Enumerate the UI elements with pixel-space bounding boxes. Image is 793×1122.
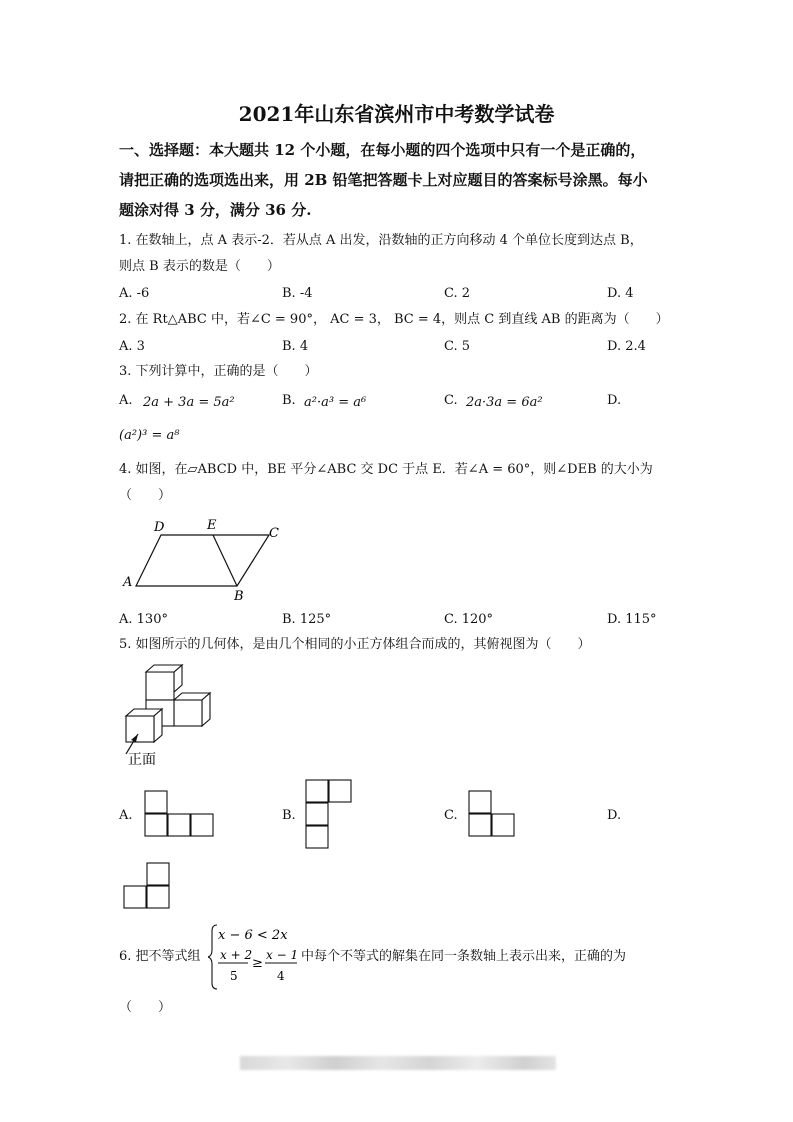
q4-option-c: C. 120° xyxy=(444,612,494,627)
q5-option-a: A. xyxy=(119,808,133,823)
q1-option-c: C. 2 xyxy=(444,286,471,301)
section-line-3: 题涂对得 3 分，满分 36 分. xyxy=(119,201,312,219)
q5-option-d-figure xyxy=(123,862,173,912)
section-line-1: 一、选择题：本大题共 12 个小题，在每小题的四个选项中只有一个是正确的， xyxy=(119,141,646,159)
q1-line-1: 1. 在数轴上，点 A 表示-2．若从点 A 出发，沿数轴的正方向移动 4 个单位长度到达点 B， xyxy=(119,233,643,248)
q3-expr-d: (a²)³ = a⁸ xyxy=(119,428,180,443)
q5-option-b: B. xyxy=(282,808,296,823)
q3-option-b: B. xyxy=(282,393,296,408)
q4-line-2: （ ） xyxy=(119,488,172,503)
q4-option-b: B. 125° xyxy=(282,612,332,627)
q2-option-b: B. 4 xyxy=(282,339,309,354)
q2-line-1: 2. 在 Rt△ABC 中，若∠C = 90°， AC = 3， BC = 4，则点 C 到直线 AB 的距离为（ ） xyxy=(119,312,669,327)
q6-frac1-denominator: 5 xyxy=(230,969,238,983)
q1-option-b: B. -4 xyxy=(282,286,313,301)
q2-option-c: C. 5 xyxy=(444,339,471,354)
section-line-2: 请把正确的选项选出来，用 2B 铅笔把答题卡上对应题目的答案标号涂黑。每小 xyxy=(119,171,648,189)
q3-option-c: C. xyxy=(444,393,458,408)
q5-option-a-figure xyxy=(144,790,216,840)
q6-frac1-numerator: x + 2 xyxy=(220,948,253,962)
q3-line-1: 3. 下列计算中，正确的是（ ） xyxy=(119,364,318,379)
q5-option-b-figure xyxy=(305,779,355,851)
q3-expr-c: 2a·3a = 6a² xyxy=(466,395,543,410)
q1-line-2: 则点 B 表示的数是（ ） xyxy=(119,259,280,274)
cube-top-front xyxy=(146,672,174,700)
q5-option-d: D. xyxy=(607,808,622,823)
q1-option-d: D. 4 xyxy=(607,286,634,301)
q5-option-c: C. xyxy=(444,808,458,823)
front-label: 正面 xyxy=(128,752,156,768)
inequality-system xyxy=(208,922,302,992)
segment-be xyxy=(213,535,237,586)
q4-line-1: 4. 如图，在▱ABCD 中，BE 平分∠ABC 交 DC 于点 E．若∠A = 60°，则∠DEB 的大小为 xyxy=(119,462,653,477)
cube-right-front xyxy=(174,700,202,726)
parallelogram-figure xyxy=(118,512,288,604)
q2-option-d: D. 2.4 xyxy=(607,339,646,354)
q6-suffix: 中每个不等式的解集在同一条数轴上表示出来，正确的为 xyxy=(301,949,627,964)
q6-inequality-1: x − 6 < 2x xyxy=(218,928,288,943)
section-heading xyxy=(119,135,679,225)
q6-geq-sign: ≥ xyxy=(252,956,263,971)
page-title: 2021年山东省滨州市中考数学试卷 xyxy=(238,102,555,126)
cube-solid-figure xyxy=(118,664,218,770)
label-c: C xyxy=(269,526,279,541)
q3-expr-a: 2a + 3a = 5a² xyxy=(143,395,235,410)
parallelogram-abcd xyxy=(136,535,269,586)
q3-option-a: A. xyxy=(119,393,133,408)
label-b: B xyxy=(234,589,244,604)
q4-option-d: D. 115° xyxy=(607,612,657,627)
label-e: E xyxy=(207,518,217,533)
q6-frac2-numerator: x − 1 xyxy=(266,948,299,962)
q2-option-a: A. 3 xyxy=(119,339,145,354)
q6-prefix: 6. 把不等式组 xyxy=(119,949,201,964)
q3-expr-b: a²·a³ = a⁶ xyxy=(304,395,367,410)
label-d: D xyxy=(154,520,165,535)
cube-front-front xyxy=(126,716,154,742)
blurred-watermark xyxy=(240,1056,556,1070)
q6-frac2-denominator: 4 xyxy=(277,969,285,983)
q5-option-c-figure xyxy=(468,790,518,840)
q4-option-a: A. 130° xyxy=(119,612,168,627)
q6-line-2: （ ） xyxy=(119,1000,172,1015)
q5-line-1: 5. 如图所示的几何体，是由几个相同的小正方体组合而成的，其俯视图为（ ） xyxy=(119,637,591,652)
label-a: A xyxy=(123,575,133,590)
left-brace xyxy=(208,925,217,989)
q1-option-a: A. -6 xyxy=(119,286,150,301)
q3-option-d: D. xyxy=(607,393,622,408)
